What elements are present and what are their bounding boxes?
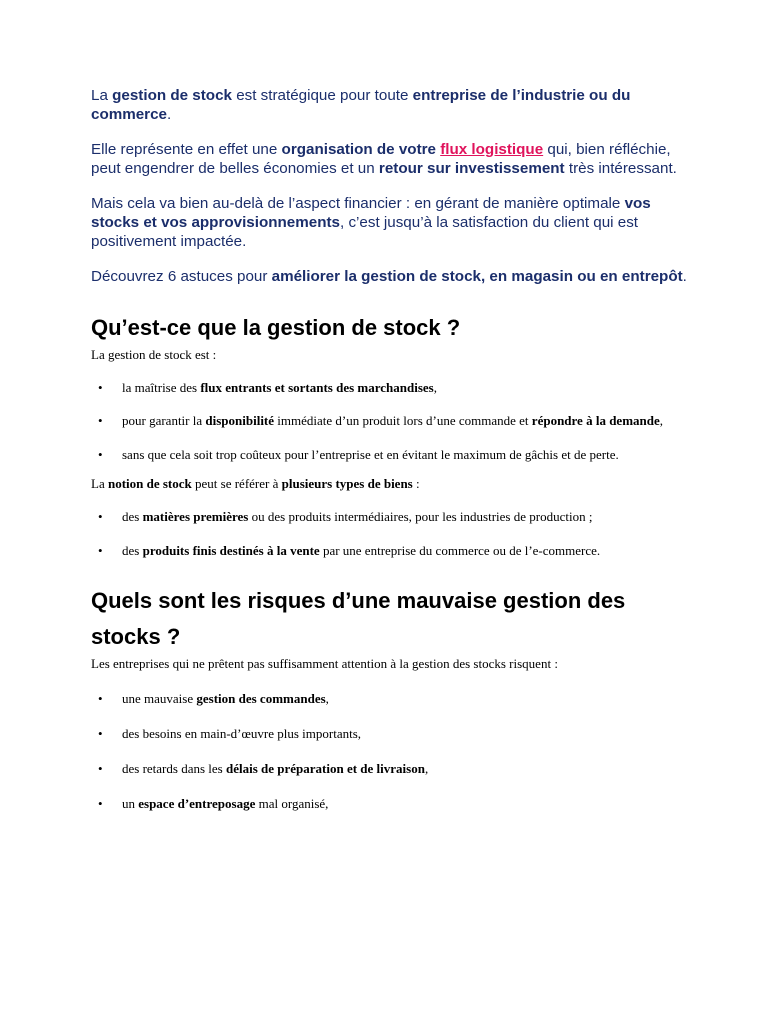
list-item: • sans que cela soit trop coûteux pour l’entreprise et en évitant le maximum de gâchis et de perte. [98, 447, 619, 462]
list-item: • la maîtrise des flux entrants et sortants des marchandises, [98, 380, 437, 395]
section-1-bullet-list [91, 379, 691, 463]
section-1-lead: La gestion de stock est : [91, 347, 217, 362]
list-item: • un espace d’entreposage mal organisé, [98, 796, 329, 811]
list-item: • pour garantir la disponibilité immédiate d’un produit lors d’une commande et répondre à la demande, [98, 413, 664, 428]
bullet-icon: • [98, 509, 103, 524]
bullet-icon: • [98, 726, 103, 741]
intro-paragraph-2: Elle représente en effet une organisation de votre flux logistique qui, bien réfléchie, peut engendrer de belles économies et un retour sur investissement très intéressant. [91, 141, 677, 177]
section-heading-what-is-stock-management: Qu’est-ce que la gestion de stock ? [91, 315, 461, 340]
stock-types-bullet-list [91, 508, 691, 559]
section-2-lead: Les entreprises qui ne prêtent pas suffisamment attention à la gestion des stocks risquent : [91, 656, 558, 671]
section-heading-risks: Quels sont les risques d’une mauvaise gestion des stocks ? [91, 588, 626, 649]
bullet-icon: • [98, 413, 103, 428]
intro-paragraph-4: Découvrez 6 astuces pour améliorer la gestion de stock, en magasin ou en entrepôt. [91, 268, 687, 285]
bullet-icon: • [98, 543, 103, 558]
bullet-icon: • [98, 691, 103, 706]
list-item: • des matières premières ou des produits intermédiaires, pour les industries de production ; [98, 509, 593, 524]
risks-bullet-list [91, 690, 691, 812]
flux-logistique-link[interactable]: flux logistique [440, 141, 544, 158]
intro-paragraph-1: La gestion de stock est stratégique pour toute entreprise de l’industrie ou du commerce. [91, 87, 631, 123]
list-item: • des besoins en main-d’œuvre plus importants, [98, 726, 362, 741]
bullet-icon: • [98, 380, 103, 395]
bullet-icon: • [98, 796, 103, 811]
intro-paragraph-3: Mais cela va bien au-delà de l’aspect financier : en gérant de manière optimale vos stocks et vos approvisionnements, c’est jusqu’à la satisfaction du client qui est positivement impactée. [91, 195, 651, 250]
stock-notion-paragraph: La notion de stock peut se référer à plusieurs types de biens : [91, 476, 420, 491]
bullet-icon: • [98, 761, 103, 776]
bullet-icon: • [98, 447, 103, 462]
document-page [91, 86, 691, 812]
list-item: • une mauvaise gestion des commandes, [98, 691, 329, 706]
list-item: • des produits finis destinés à la vente par une entreprise du commerce ou de l’e-commerce. [98, 543, 601, 558]
list-item: • des retards dans les délais de préparation et de livraison, [98, 761, 429, 776]
